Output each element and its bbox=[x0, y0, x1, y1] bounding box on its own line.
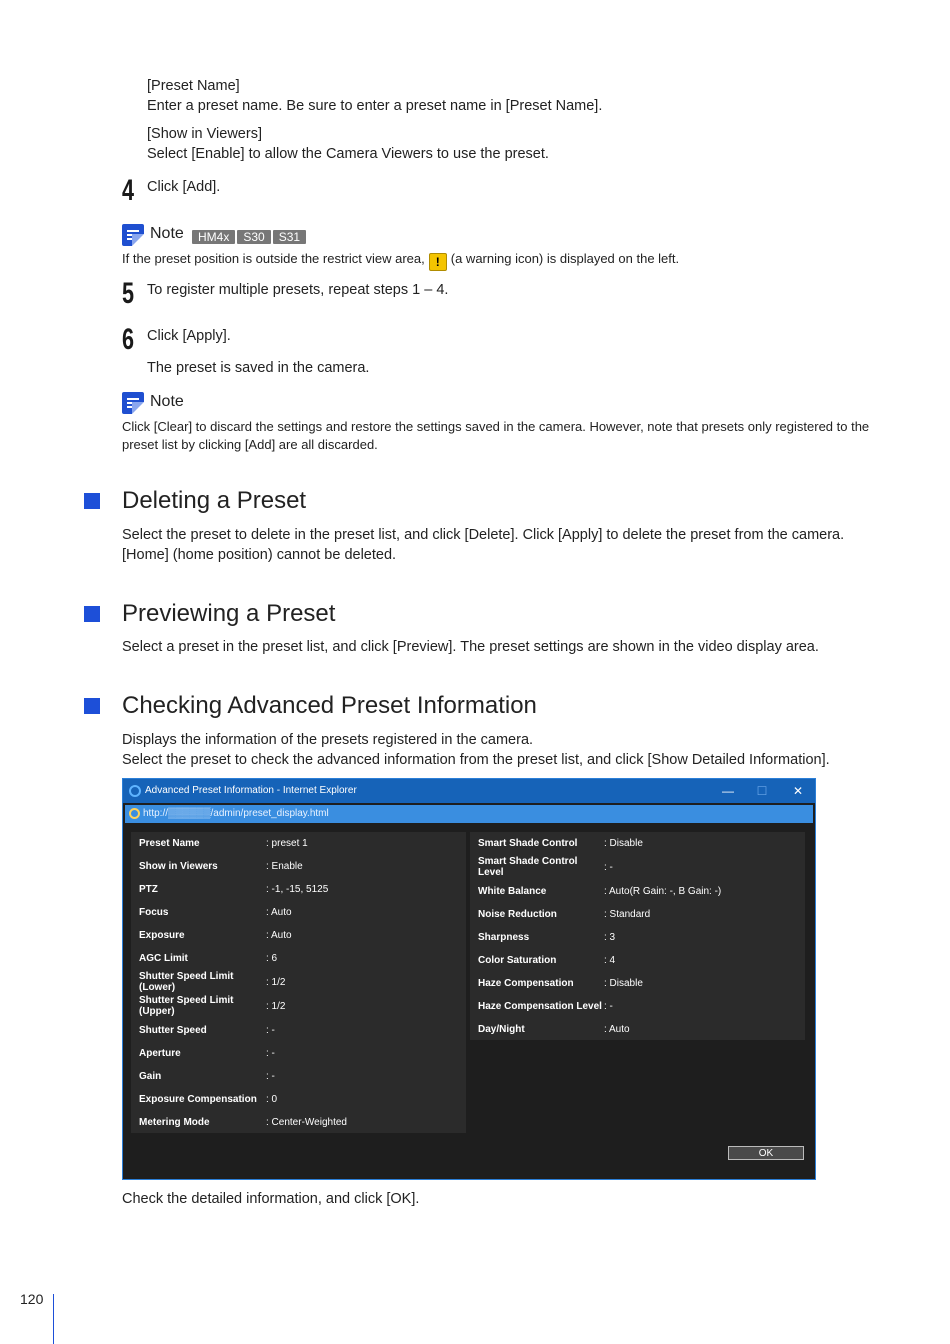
note-2-label: Note bbox=[150, 393, 184, 410]
section-bullet bbox=[84, 493, 100, 509]
step-6-result: The preset is saved in the camera. bbox=[147, 360, 370, 376]
info-key: Show in Viewers bbox=[139, 861, 218, 872]
info-value: : Disable bbox=[604, 838, 643, 849]
info-value: : 3 bbox=[604, 932, 616, 943]
info-value: : 6 bbox=[266, 953, 278, 964]
info-value: : Auto bbox=[266, 930, 292, 941]
info-key: Haze Compensation bbox=[478, 978, 574, 989]
preset-name-label: [Preset Name] bbox=[147, 78, 240, 94]
show-in-viewers-desc: Select [Enable] to allow the Camera Viewers to use the preset. bbox=[147, 146, 549, 162]
info-value: : Auto bbox=[266, 907, 292, 918]
info-key: Shutter Speed Limit (Upper) bbox=[139, 995, 234, 1017]
section-bullet bbox=[84, 698, 100, 714]
info-value: : Auto(R Gain: -, B Gain: -) bbox=[604, 886, 722, 897]
info-key: Smart Shade Control Level bbox=[478, 856, 578, 878]
note-1-text-after: (a warning icon) is displayed on the left. bbox=[450, 251, 680, 266]
info-value: : -1, -15, 5125 bbox=[266, 884, 329, 895]
note-1-text bbox=[122, 250, 679, 271]
info-value: : 0 bbox=[266, 1094, 278, 1105]
info-key: Exposure bbox=[139, 930, 185, 941]
info-value: : 1/2 bbox=[266, 977, 286, 988]
info-value: : Disable bbox=[604, 978, 643, 989]
close-button[interactable]: ✕ bbox=[792, 784, 804, 798]
note-1-label: Note bbox=[150, 225, 184, 242]
heading-deleting: Deleting a Preset bbox=[122, 487, 307, 514]
advanced-preset-window bbox=[122, 778, 816, 1180]
info-key: Smart Shade Control bbox=[478, 838, 578, 849]
preset-name-desc: Enter a preset name. Be sure to enter a preset name in [Preset Name]. bbox=[147, 98, 603, 114]
info-key: Preset Name bbox=[139, 838, 200, 849]
info-key: Color Saturation bbox=[478, 955, 557, 966]
info-value: : Standard bbox=[604, 909, 651, 920]
info-key: Haze Compensation Level bbox=[478, 1001, 602, 1012]
ok-button[interactable]: OK bbox=[728, 1146, 804, 1160]
address-bar[interactable] bbox=[125, 805, 813, 823]
info-value: : - bbox=[266, 1025, 275, 1036]
note-icon bbox=[122, 392, 144, 414]
info-key: Shutter Speed Limit (Lower) bbox=[139, 971, 234, 993]
info-key: Focus bbox=[139, 907, 169, 918]
window-titlebar bbox=[123, 779, 815, 803]
badge-hm4x: HM4x bbox=[192, 230, 235, 244]
info-value: : Enable bbox=[266, 861, 303, 872]
info-key: White Balance bbox=[478, 886, 547, 897]
badge-s30: S30 bbox=[237, 230, 270, 244]
model-badges bbox=[192, 228, 308, 246]
info-key: AGC Limit bbox=[139, 953, 188, 964]
heading-previewing: Previewing a Preset bbox=[122, 600, 336, 627]
info-value: : - bbox=[604, 1001, 613, 1012]
step-4-number: 4 bbox=[122, 174, 135, 207]
step-5-text: To register multiple presets, repeat steps 1 – 4. bbox=[147, 282, 449, 298]
info-key: Exposure Compensation bbox=[139, 1094, 257, 1105]
info-value: : 4 bbox=[604, 955, 616, 966]
previewing-line-1: Select a preset in the preset list, and click [Preview]. The preset settings are shown in the video display area. bbox=[122, 639, 819, 655]
note-2-text: Click [Clear] to discard the settings and restore the settings saved in the camera. However, note that presets only registered to the preset list by clicking [Add] are all discarded. bbox=[122, 419, 870, 452]
closing-text: Check the detailed information, and click [OK]. bbox=[122, 1191, 420, 1207]
info-key: Gain bbox=[139, 1071, 162, 1082]
note-1-text-before: If the preset position is outside the restrict view area, bbox=[122, 251, 425, 266]
ie-icon bbox=[129, 785, 141, 797]
badge-s31: S31 bbox=[273, 230, 306, 244]
note-icon bbox=[122, 224, 144, 246]
warning-icon: ! bbox=[429, 253, 447, 271]
page-number: 120 bbox=[20, 1291, 44, 1307]
page-divider bbox=[53, 1294, 54, 1344]
info-value: : - bbox=[266, 1048, 275, 1059]
minimize-button[interactable]: — bbox=[722, 784, 734, 798]
info-value: : Center-Weighted bbox=[266, 1117, 347, 1128]
step-4-text: Click [Add]. bbox=[147, 179, 221, 195]
info-value: : 1/2 bbox=[266, 1001, 286, 1012]
step-5-number: 5 bbox=[122, 277, 135, 310]
left-info-panel bbox=[131, 832, 466, 1133]
info-key: PTZ bbox=[139, 884, 158, 895]
show-in-viewers-label: [Show in Viewers] bbox=[147, 126, 262, 142]
info-key: Shutter Speed bbox=[139, 1025, 207, 1036]
address-url: http://▒▒▒▒▒▒/admin/preset_display.html bbox=[143, 808, 329, 819]
info-key: Day/Night bbox=[478, 1024, 525, 1035]
info-key: Aperture bbox=[139, 1048, 181, 1059]
deleting-line-1: Select the preset to delete in the preset list, and click [Delete]. Click [Apply] to delete the preset from the camera. bbox=[122, 527, 845, 543]
ie-page-icon bbox=[129, 808, 140, 819]
step-6-number: 6 bbox=[122, 323, 135, 356]
info-value: : Auto bbox=[604, 1024, 630, 1035]
right-info-panel bbox=[470, 832, 805, 1040]
checking-line-2: Select the preset to check the advanced information from the preset list, and click [Show Detailed Information]. bbox=[122, 752, 830, 768]
step-6-text: Click [Apply]. bbox=[147, 328, 231, 344]
checking-line-1: Displays the information of the presets registered in the camera. bbox=[122, 732, 534, 748]
deleting-line-2: [Home] (home position) cannot be deleted. bbox=[122, 547, 397, 563]
info-value: : - bbox=[604, 862, 613, 873]
info-key: Noise Reduction bbox=[478, 909, 557, 920]
window-title: Advanced Preset Information - Internet Explorer bbox=[145, 785, 357, 796]
heading-checking: Checking Advanced Preset Information bbox=[122, 692, 537, 719]
section-bullet bbox=[84, 606, 100, 622]
info-value: : - bbox=[266, 1071, 275, 1082]
info-key: Sharpness bbox=[478, 932, 530, 943]
maximize-button[interactable]: ☐ bbox=[756, 784, 768, 798]
info-key: Metering Mode bbox=[139, 1117, 210, 1128]
info-value: : preset 1 bbox=[266, 838, 308, 849]
